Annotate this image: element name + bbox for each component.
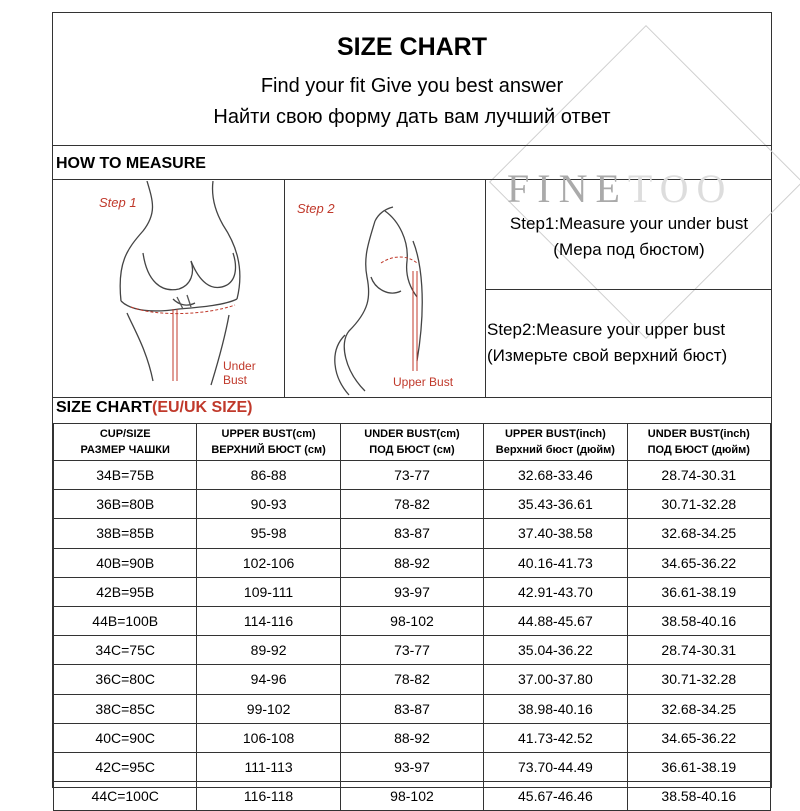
- table-cell: 28.74-30.31: [627, 461, 770, 490]
- table-cell: 93-97: [340, 577, 483, 606]
- size-chart-heading: [56, 399, 252, 417]
- table-cell: 86-88: [197, 461, 340, 490]
- table-cell: 44C=100C: [54, 782, 197, 811]
- column-header: [484, 424, 627, 461]
- table-cell: 30.71-32.28: [627, 665, 770, 694]
- table-cell: 34B=75B: [54, 461, 197, 490]
- table-cell: 42C=95C: [54, 752, 197, 781]
- table-row: [54, 490, 771, 519]
- table-row: [54, 694, 771, 723]
- table-row: [54, 577, 771, 606]
- table-row: [54, 636, 771, 665]
- column-header-russian: ПОД БЮСТ (см): [369, 444, 455, 456]
- header: [53, 13, 771, 146]
- watermark-part2: TOO: [627, 166, 734, 211]
- subtitle-english: Find your fit Give you best answer: [260, 75, 564, 97]
- table-cell: 98-102: [340, 606, 483, 635]
- table-row: [54, 548, 771, 577]
- table-cell: 42.91-43.70: [484, 577, 627, 606]
- divider: [284, 180, 285, 398]
- table-cell: 83-87: [340, 694, 483, 723]
- table-cell: 45.67-46.46: [484, 782, 627, 811]
- column-header-russian: ПОД БЮСТ (дюйм): [647, 444, 750, 456]
- table-cell: 88-92: [340, 548, 483, 577]
- column-header-english: CUP/SIZE: [99, 428, 151, 440]
- table-cell: 32.68-34.25: [627, 519, 770, 548]
- column-header-russian: ВЕРХНИЙ БЮСТ (см): [211, 444, 326, 456]
- table-cell: 78-82: [340, 665, 483, 694]
- table-cell: 36.61-38.19: [627, 577, 770, 606]
- step2-tag: Step 2: [297, 201, 335, 216]
- column-header: [54, 424, 197, 461]
- table-row: [54, 723, 771, 752]
- table-cell: 40B=90B: [54, 548, 197, 577]
- column-header-russian: Верхний бюст (дюйм): [495, 444, 615, 456]
- table-cell: 38B=85B: [54, 519, 197, 548]
- table-cell: 109-111: [197, 577, 340, 606]
- table-cell: 41.73-42.52: [484, 723, 627, 752]
- column-header-russian: РАЗМЕР ЧАШКИ: [80, 444, 170, 456]
- table-cell: 90-93: [197, 490, 340, 519]
- table-cell: 78-82: [340, 490, 483, 519]
- table-cell: 73.70-44.49: [484, 752, 627, 781]
- table-cell: 32.68-33.46: [484, 461, 627, 490]
- step2-text-russian: (Измерьте свой верхний бюст): [487, 346, 728, 365]
- table-cell: 44B=100B: [54, 606, 197, 635]
- column-header-english: UNDER BUST(inch): [647, 428, 750, 440]
- table-cell: 38.58-40.16: [627, 606, 770, 635]
- table-header-row: [54, 424, 771, 461]
- table-cell: 40C=90C: [54, 723, 197, 752]
- table-cell: 95-98: [197, 519, 340, 548]
- table-cell: 34.65-36.22: [627, 723, 770, 752]
- table-cell: 34C=75C: [54, 636, 197, 665]
- step2-text-english: Step2:Measure your upper bust: [487, 320, 726, 339]
- page-title: SIZE CHART: [337, 33, 487, 61]
- step1-tag: Step 1: [99, 195, 137, 210]
- finetoo-watermark: [507, 165, 733, 212]
- table-cell: 38.98-40.16: [484, 694, 627, 723]
- table-cell: 36.61-38.19: [627, 752, 770, 781]
- table-cell: 114-116: [197, 606, 340, 635]
- table-cell: 111-113: [197, 752, 340, 781]
- table-cell: 83-87: [340, 519, 483, 548]
- table-cell: 37.40-38.58: [484, 519, 627, 548]
- table-row: [54, 752, 771, 781]
- column-header-english: UPPER BUST(cm): [221, 428, 316, 440]
- table-cell: 30.71-32.28: [627, 490, 770, 519]
- column-header: [627, 424, 770, 461]
- step1-instruction: [487, 211, 771, 263]
- table-cell: 38.58-40.16: [627, 782, 770, 811]
- table-cell: 44.88-45.67: [484, 606, 627, 635]
- how-to-measure-heading: HOW TO MEASURE: [56, 155, 206, 172]
- table-cell: 35.43-36.61: [484, 490, 627, 519]
- table-cell: 98-102: [340, 782, 483, 811]
- step1-text-english: Step1:Measure your under bust: [509, 214, 749, 233]
- table-cell: 34.65-36.22: [627, 548, 770, 577]
- table-cell: 116-118: [197, 782, 340, 811]
- divider: [53, 397, 771, 398]
- table-cell: 94-96: [197, 665, 340, 694]
- table-row: [54, 665, 771, 694]
- step2-illustration: [289, 181, 485, 397]
- table-cell: 35.04-36.22: [484, 636, 627, 665]
- table-cell: 99-102: [197, 694, 340, 723]
- table-cell: 36C=80C: [54, 665, 197, 694]
- step1-illustration: [87, 181, 283, 397]
- size-table: [53, 423, 771, 811]
- size-chart-label-suffix: (EU/UK SIZE): [152, 399, 253, 416]
- table-cell: 38C=85C: [54, 694, 197, 723]
- upper-bust-caption: Upper Bust: [393, 375, 454, 389]
- divider: [486, 289, 771, 290]
- table-cell: 102-106: [197, 548, 340, 577]
- step2-instruction: [487, 317, 771, 369]
- table-row: [54, 782, 771, 811]
- column-header-english: UNDER BUST(cm): [364, 428, 460, 440]
- table-row: [54, 461, 771, 490]
- column-header: [197, 424, 340, 461]
- table-row: [54, 606, 771, 635]
- subtitle-russian: Найти свою форму дать вам лучший ответ: [213, 106, 611, 128]
- table-cell: 36B=80B: [54, 490, 197, 519]
- table-cell: 88-92: [340, 723, 483, 752]
- step1-text-russian: (Мера под бюстом): [553, 240, 705, 259]
- table-cell: 28.74-30.31: [627, 636, 770, 665]
- under-bust-caption: Under Bust: [223, 359, 256, 387]
- table-cell: 32.68-34.25: [627, 694, 770, 723]
- table-cell: 42B=95B: [54, 577, 197, 606]
- size-chart-document: [52, 12, 772, 805]
- watermark-part1: FINE: [507, 166, 628, 211]
- table-cell: 106-108: [197, 723, 340, 752]
- table-cell: 37.00-37.80: [484, 665, 627, 694]
- table-body: [54, 461, 771, 811]
- size-chart-label: SIZE CHART: [56, 399, 152, 416]
- table-cell: 40.16-41.73: [484, 548, 627, 577]
- table-cell: 73-77: [340, 636, 483, 665]
- column-header: [340, 424, 483, 461]
- table-cell: 93-97: [340, 752, 483, 781]
- table-cell: 73-77: [340, 461, 483, 490]
- table-cell: 89-92: [197, 636, 340, 665]
- table-row: [54, 519, 771, 548]
- column-header-english: UPPER BUST(inch): [504, 428, 606, 440]
